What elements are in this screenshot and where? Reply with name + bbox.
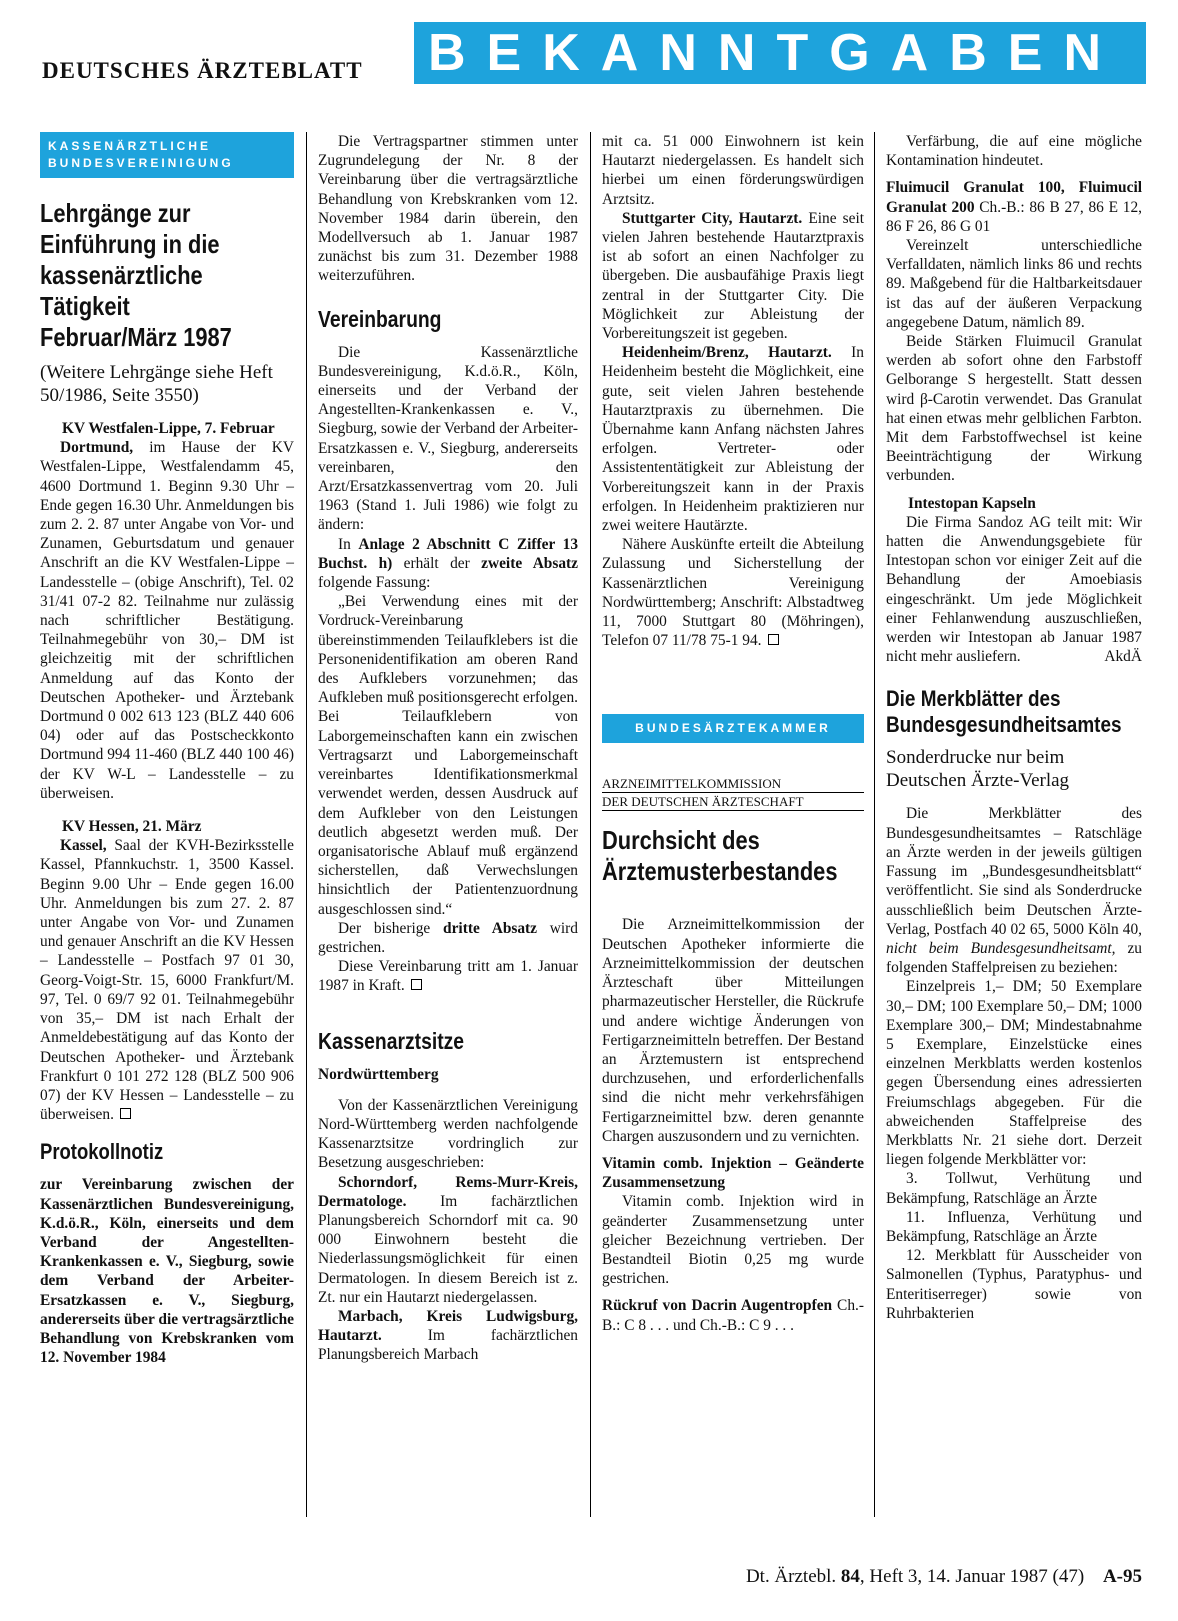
kommission-line1: ARZNEIMITTELKOMMISSION <box>602 775 864 793</box>
schorndorf-paragraph: Schorndorf, Rems-Murr-Kreis, Dermatologe. Im fachärztlichen Planungsbereich Schorndorf mit ca. 90 000 Einwohnern besteht die Niederlassungsmöglichkeit für einen Dermatologen. In diesem Bereich ist z. Zt. nur ein Hautarzt niedergelassen. <box>318 1173 578 1306</box>
stuttgart-paragraph: Stuttgarter City, Hautarzt. Eine seit vielen Jahren bestehende Hautarztpraxis ist ab sofort an einen Nachfolger zu übergeben. Die ausbaufähige Praxis liegt zentral in der Stuttgarter City. Die Möglichkeit zur Ableistung der Vorbereitungszeit ist gegeben. <box>602 209 864 343</box>
column-rule <box>306 132 307 1517</box>
kbv-logo: KASSENÄRZTLICHE BUNDESVEREINIGUNG <box>40 132 294 178</box>
column-4 <box>886 132 1142 1323</box>
akda-signature: AkdÄ <box>1104 648 1142 666</box>
vitamin-heading: Vitamin comb. Injektion – Geänderte Zusammensetzung <box>602 1154 864 1192</box>
merkblaetter-paragraph-1: Die Merkblätter des Bundesgesundheitsamtes – Ratschläge an Ärzte werden in der jeweils gültigen Fassung im „Bundesgesundheitsblatt“ veröffentlicht. Sie sind als Sonderdrucke ausschließlich beim Deutschen Ärzte-Verlag, Postfach 40 02 65, 5000 Köln 40, nicht beim Bundesgesundheitsamt, zu folgenden Staffelpreisen zu beziehen: <box>886 805 1142 977</box>
merkblaetter-subtitle: Sonderdrucke nur beim Deutschen Ärzte-Verlag <box>886 747 1070 792</box>
vertrag-intro: Die Vertragspartner stimmen unter Zugrundelegung der Nr. 8 der Vereinbarung über die vertragsärztliche Behandlung von Krebskranken vom 12. November 1984 darin überein, den Modellversuch ab 1. Januar 1987 zunächst bis zum 31. Dezember 1988 weiterzuführen. <box>318 133 578 285</box>
page-number: A-95 <box>1102 1566 1142 1587</box>
kraft-paragraph: Diese Vereinbarung tritt am 1. Januar 1987 in Kraft. <box>318 958 578 995</box>
durchsicht-title: Durchsicht des Ärztemusterbestandes <box>602 825 838 887</box>
end-mark <box>768 634 779 645</box>
protokoll-text: zur Vereinbarung zwischen der Kassenärztlichen Bundesvereinigung, K.d.ö.R., Köln, einerseits und dem Verband der Angestellten-Krankenkassen e. V., Siegburg, sowie dem Verband der Arbeiter-Ersatzkassen e. V., Siegburg, andererseits über die vertragsärztliche Behandlung von Krebskranken vom 12. November 1984 <box>40 1176 294 1367</box>
merkblatt-item-11: 11. Influenza, Verhütung und Bekämpfung, Ratschläge an Ärzte <box>886 1208 1142 1245</box>
merkblaetter-title: Die Merkblätter des Bundesgesundheitsamtes <box>886 686 1122 738</box>
column-3 <box>602 132 864 1335</box>
fluimucil-paragraph-1: Vereinzelt unterschiedliche Verfalldaten, nämlich links 86 und rechts 89. Maßgebend für die Haltbarkeitsdauer ist das auf der äußeren Verpackung angegebene Datum, nämlich 89. <box>886 237 1142 331</box>
baek-logo: BUNDESÄRZTEKAMMER <box>602 714 864 743</box>
intestopan-heading: Intestopan Kapseln <box>908 494 1036 512</box>
merkblatt-item-3: 3. Tollwut, Verhütung und Bekämpfung, Ratschläge an Ärzte <box>886 1170 1142 1207</box>
vereinbarung-text: Die Kassenärztliche Bundesvereinigung, K.d.ö.R., Köln, einerseits und der Verband der Angestellten-Krankenkassen e. V., Siegburg, sowie der Verband der Arbeiter-Ersatzkassen e. V., Siegburg, andererseits vereinbaren, den Arzt/Ersatzkassenvertrag vom 20. Juli 1963 (Stand 1. Juli 1986) wie folgt zu ändern: <box>318 343 578 534</box>
dacrin-paragraph: Rückruf von Dacrin Augentropfen Ch.-B.: C 8 . . . und Ch.-B.: C 9 . . . <box>602 1297 864 1334</box>
kassenarztsitze-title: Kassenarztsitze <box>318 1027 465 1054</box>
kv2-heading: KV Hessen, 21. März <box>62 818 202 836</box>
marbach-paragraph: Marbach, Kreis Ludwigsburg, Hautarzt. Im fachärztlichen Planungsbereich Marbach <box>318 1307 578 1364</box>
end-mark <box>120 1108 131 1119</box>
auskuenfte-paragraph: Nähere Auskünfte erteilt die Abteilung Zulassung und Sicherstellung der Kassenärztlichen Vereinigung Nordwürttemberg; Anschrift: Albstadtweg 11, 7000 Stuttgart 80 (Möhringen), Telefon 07 11/78 75-1 94. <box>602 536 864 650</box>
heidenheim-paragraph: Heidenheim/Brenz, Hautarzt. In Heidenheim besteht die Möglichkeit, eine gute, seit vielen Jahren bestehende Hautarztpraxis zu übernehmen. Die Übernahme kann Anfang nächsten Jahres erfolgen. Vertreter- oder Assistententätigkeit zur Ableistung der Vorbereitungszeit kann in der Praxis erfolgen. In Heidenheim praktizieren nur zwei weitere Hautärzte. <box>602 344 864 535</box>
column-rule <box>590 132 591 1517</box>
lehrgaenge-subtitle: (Weitere Lehrgänge siehe Heft 50/1986, Seite 3550) <box>40 362 273 406</box>
masthead: DEUTSCHES ÄRZTEBLATT <box>42 58 363 83</box>
dacrin-continuation: Verfärbung, die auf eine mögliche Kontamination hindeutet. <box>886 133 1142 170</box>
page-footer: Dt. Ärztebl. 84, Heft 3, 14. Januar 1987 (47) A-95 <box>745 1566 1142 1587</box>
anlage-paragraph: In Anlage 2 Abschnitt C Ziffer 13 Buchst. h) erhält der zweite Absatz folgende Fassung: <box>318 535 579 592</box>
kv2-paragraph: Kassel, Saal der KVH-Bezirksstelle Kassel, Pfannkuchstr. 1, 3500 Kassel. Beginn 9.00 Uhr – Ende gegen 16.00 Uhr. Anmeldungen bis zum 27. 2. 87 unter Angabe von Vor- und Zunamen und genauer Anschrift an die KV Hessen – Landesstelle – Postfach 97 01 30, Georg-Voigt-Str. 15, 6000 Frankfurt/M. 97, Tel. 0 69/7 92 01. Teilnahmegebühr von 35,– DM ist nach Erhalt der Anmeldebestätigung auf das Konto der Deutschen Apotheker- und Ärztebank Frankfurt 0 101 272 128 (BLZ 500 906 07) der KV Hessen – Landesstelle – zu überweisen. <box>40 837 294 1124</box>
kassen-intro: Von der Kassenärztlichen Vereinigung Nord-Württemberg werden nachfolgende Kassenarztsitze vordringlich zur Besetzung ausgeschrieben: <box>318 1096 578 1172</box>
kommission-line2: DER DEUTSCHEN ÄRZTESCHAFT <box>602 793 864 811</box>
column-2 <box>318 132 578 1365</box>
merkblatt-item-12: 12. Merkblatt für Ausscheider von Salmonellen (Typhus, Paratyphus- und Enteritiserreger) sowie von Ruhrbakterien <box>886 1247 1142 1322</box>
merkblaetter-paragraph-2: Einzelpreis 1,– DM; 50 Exemplare 30,– DM; 100 Exemplare 50,– DM; 1000 Exemplare 300,– DM; Mindestabnahme 5 Exemplare, Einzelstücke eines einzelnen Merkblatts werden kostenlos gegen Übersendung eines adressierten Freiumschlags abgegeben. Für die abweichenden Staffelpreise des Merkblatts Nr. 21 siehe dort. Derzeit liegen folgende Merkblätter vor: <box>886 978 1142 1169</box>
gestrichen-paragraph: Der bisherige dritte Absatz wird gestrichen. <box>318 919 578 956</box>
fluimucil-heading: Fluimucil Granulat 100, Fluimucil Granulat 200 Ch.-B.: 86 B 27, 86 E 12, 86 F 26, 86 G 01 <box>886 179 1142 235</box>
section-banner: BEKANNTGABEN <box>414 22 1146 84</box>
protokoll-title: Protokollnotiz <box>40 1139 164 1165</box>
end-mark <box>411 979 422 990</box>
durchsicht-intro: Die Arzneimittelkommission der Deutschen Apotheker informierte die Arzneimittelkommission der deutschen Ärzteschaft über Mitteilungen pharmazeutischer Hersteller, die Rückrufe und andere wichtige Änderungen von Fertigarzneimitteln betreffen. Der Bestand an Ärztemustern ist entsprechend durchzusehen, und erforderlichenfalls sind die nicht mehr verkehrsfähigen Fertigarzneimittel bzw. deren genannte Chargen auszusondern und zu vernichten. <box>602 916 864 1145</box>
region-heading: Nordwürttemberg <box>318 1065 439 1083</box>
kv1-heading: KV Westfalen-Lippe, 7. Februar <box>62 420 275 437</box>
kv1-paragraph: Dortmund, im Hause der KV Westfalen-Lippe, Westfalendamm 45, 4600 Dortmund 1. Beginn 9.30 Uhr – Ende gegen 16.30 Uhr. Anmeldungen bis zum 2. 2. 87 unter Angabe von Vor- und Zunamen, Geburtsdatum und genauer Anschrift an die KV Westfalen-Lippe – Landesstelle – (obige Anschrift), Tel. 02 31/41 07-2 82. Teilnahme nur zulässig nach schriftlicher Bestätigung. Teilnahmegebühr von 30,– DM ist gleichzeitig mit der schriftlichen Anmeldung auf das Konto der Deutschen Apotheker- und Ärztebank Dortmund 0 002 613 123 (BLZ 440 606 04) oder auf das Postscheckkonto Dortmund 994 11-460 (BLZ 440 100 46) der KV W-L – Landesstelle – zu überweisen. <box>40 439 294 802</box>
quote-paragraph: „Bei Verwendung eines mit der Vordruck-Vereinbarung übereinstimmenden Teilaufklebers ist die Personenidentifikation am oberen Rand des Aufklebers vorzunehmen; das Aufkleben muß positionsgerecht erfolgen. Bei Teilaufklebern von Laborgemeinschaften kann ein zwischen Vertragsarzt und Laborgemeinschaft vereinbartes Identifikationsmerkmal verwendet werden, dessen Ausdruck auf dem Aufkleber von den Leistungen deutlich abgesetzt werden muß. Der organisatorische Ablauf muß ergänzend sicherstellen, daß Verwechslungen hinsichtlich der Patientenzuordnung ausgeschlossen sind.“ <box>318 593 578 918</box>
lehrgaenge-title: Lehrgänge zur Einführung in die kassenärztliche Tätigkeit Februar/März 1987 <box>40 198 232 352</box>
vitamin-paragraph: Vitamin comb. Injektion wird in geänderter Zusammensetzung unter gleicher Bezeichnung vertrieben. Der Bestandteil Biotin 0,25 mg wurde gestrichen. <box>602 1193 864 1288</box>
vereinbarung-title: Vereinbarung <box>318 305 442 332</box>
column-rule <box>874 132 875 1517</box>
marbach-continuation: mit ca. 51 000 Einwohnern ist kein Hautarzt niedergelassen. Es handelt sich hierbei um einen förderungswürdigen Arztsitz. <box>602 133 864 208</box>
column-1 <box>40 132 294 1367</box>
intestopan-paragraph: Die Firma Sandoz AG teilt mit: Wir hatten die Anwendungsgebiete für Intestopan schon vor einiger Zeit auf die Behandlung der Amoebiasis eingeschränkt. Um jede Möglichkeit einer Fehlanwendung auszuschließen, werden wir Intestopan ab Januar 1987 nicht mehr ausliefern. AkdÄ <box>886 513 1142 666</box>
fluimucil-paragraph-2: Beide Stärken Fluimucil Granulat werden ab sofort ohne den Farbstoff Gelborange S hergestellt. Statt dessen wird β-Carotin verwendet. Das Granulat hat einen etwas mehr gelblichen Farbton. Mit dem Farbstoffwechsel ist keine Beeinträchtigung der Wirkung verbunden. <box>886 333 1142 485</box>
